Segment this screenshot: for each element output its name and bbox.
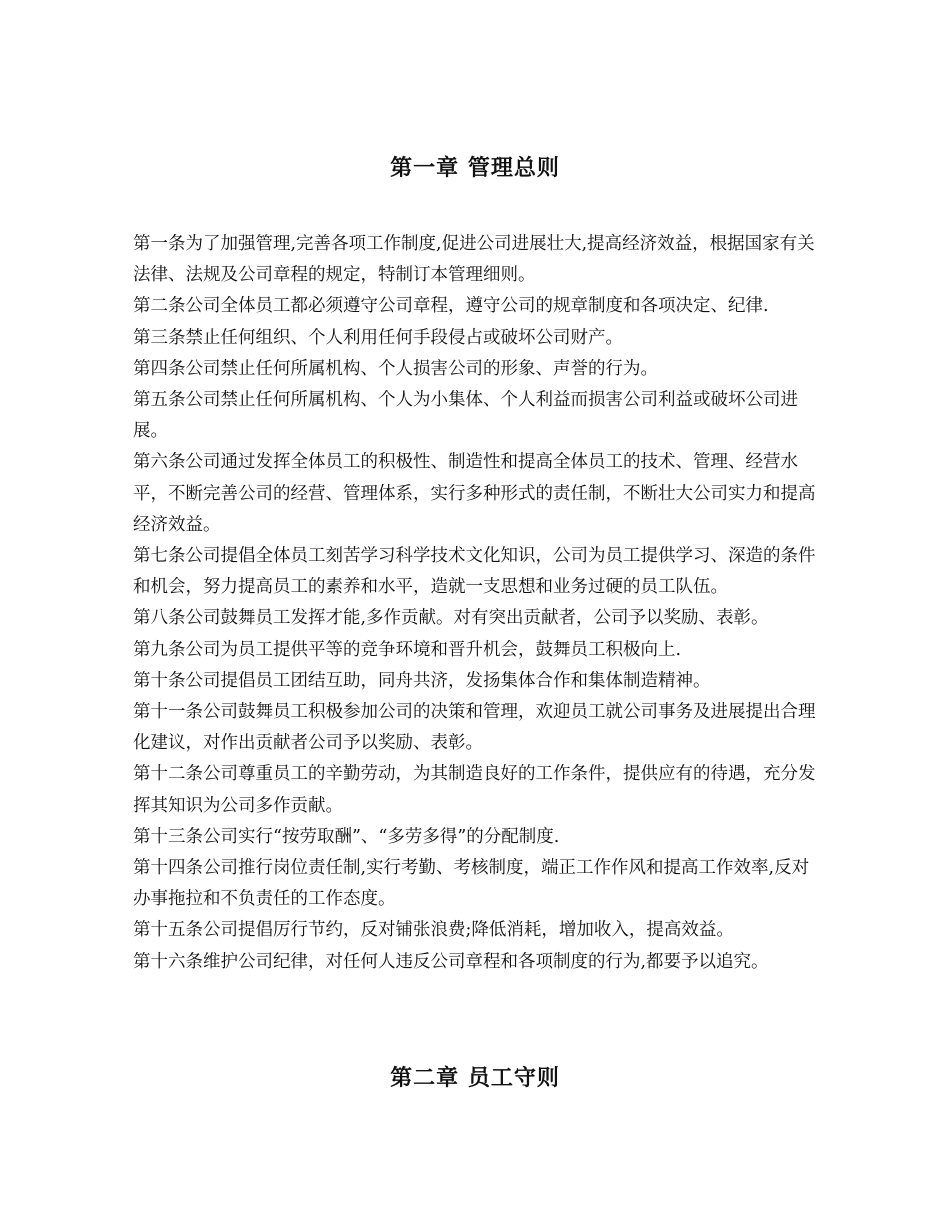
article-14: 第十四条公司推行岗位责任制,实行考勤、考核制度，端正工作作风和提高工作效率,反对办事拖拉和不负责任的工作态度。 <box>133 858 810 910</box>
article-11: 第十一条公司鼓舞员工积极参加公司的决策和管理，欢迎员工就公司事务及进展提出合理化建议，对作出贡献者公司予以奖励、表彰。 <box>133 702 816 754</box>
article-2: 第二条公司全体员工都必须遵守公司章程，遵守公司的规章制度和各项决定、纪律. <box>133 296 769 317</box>
article-list <box>133 229 823 978</box>
article-8: 第八条公司鼓舞员工发挥才能,多作贡献。对有突出贡献者，公司予以奖励、表彰。 <box>133 608 769 629</box>
article-7: 第七条公司提倡全体员工刻苦学习科学技术文化知识，公司为员工提供学习、深造的条件和机会，努力提高员工的素养和水平，造就一支思想和业务过硬的员工队伍。 <box>133 546 816 598</box>
chapter-title-1: 第一章 管理总则 <box>390 156 560 181</box>
chapter-title-2: 第二章 员工守则 <box>390 1066 560 1091</box>
article-4: 第四条公司禁止任何所属机构、个人损害公司的形象、声誉的行为。 <box>133 358 658 379</box>
article-13: 第十三条公司实行“按劳取酬”、“多劳多得”的分配制度. <box>133 826 560 847</box>
article-6: 第六条公司通过发挥全体员工的积极性、制造性和提高全体员工的技术、管理、经营水平，不断完善公司的经营、管理体系，实行多种形式的责任制，不断壮大公司实力和提高经济效益。 <box>133 452 816 535</box>
article-16: 第十六条维护公司纪律，对任何人违反公司章程和各项制度的行为,都要予以追究。 <box>133 951 769 972</box>
article-9: 第九条公司为员工提供平等的竞争环境和晋升机会，鼓舞员工积极向上. <box>133 639 682 660</box>
article-15: 第十五条公司提倡厉行节约，反对铺张浪费;降低消耗，增加收入，提高效益。 <box>133 920 734 941</box>
article-3: 第三条禁止任何组织、个人利用任何手段侵占或破坏公司财产。 <box>133 327 623 348</box>
article-5: 第五条公司禁止任何所属机构、个人为小集体、个人利益而损害公司利益或破坏公司进展。 <box>133 390 798 442</box>
article-12: 第十二条公司尊重员工的辛勤劳动，为其制造良好的工作条件，提供应有的待遇，充分发挥其知识为公司多作贡献。 <box>133 764 816 816</box>
article-10: 第十条公司提倡员工团结互助，同舟共济，发扬集体合作和集体制造精神。 <box>133 670 711 691</box>
article-1: 第一条为了加强管理,完善各项工作制度,促进公司进展壮大,提高经济效益，根据国家有关法律、法规及公司章程的规定，特制订本管理细则。 <box>133 234 815 286</box>
